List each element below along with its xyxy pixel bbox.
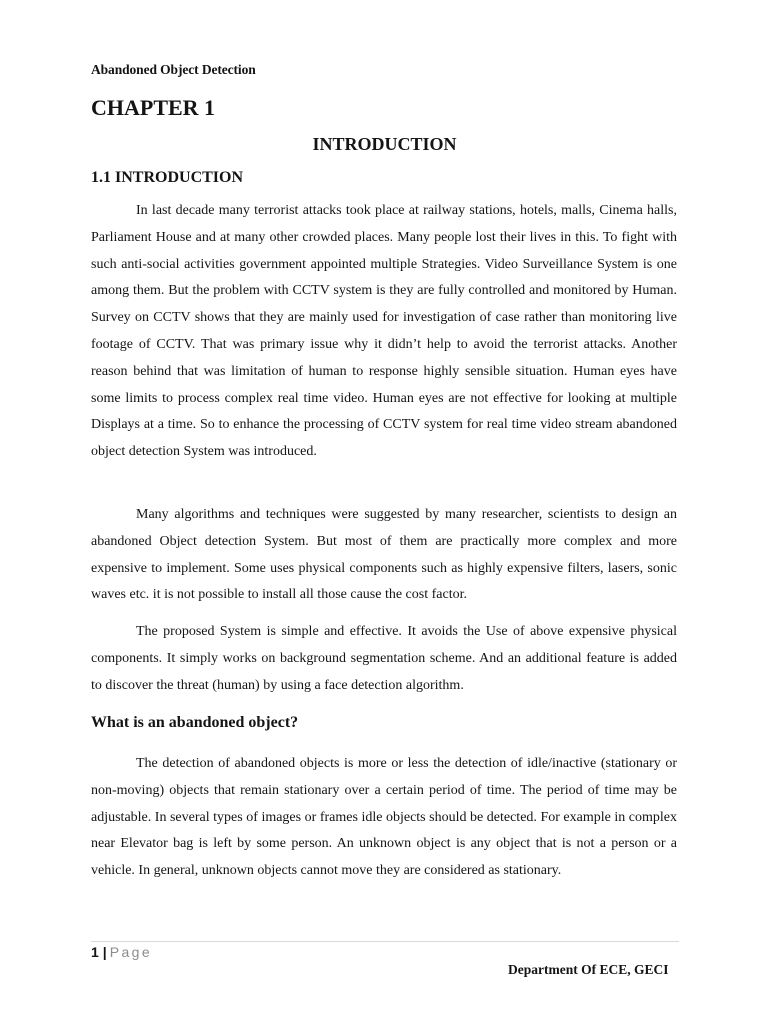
body-paragraph: Many algorithms and techniques were suggested by many researcher, scientists to design an abandoned Object detection System. But most of them are practically more complex and more expensive to implement. Some uses physical components such as highly expensive filters, lasers, sonic waves etc. it is not possible to install all those cause the cost factor. [91,507,677,603]
chapter-title [0,134,768,155]
page-word: Page [109,944,153,960]
footer-divider [91,941,679,942]
section-heading: 1.1 INTRODUCTION [91,169,244,186]
body-paragraph: In last decade many terrorist attacks took place at railway stations, hotels, malls, Cinema halls, Parliament House and at many other crowded places. Many people lost their lives in this. To fight with such anti-social activities government appointed multiple Strategies. Video Surveillance System is one among them. But the problem with CCTV system is they are fully controlled and monitored by Human. Survey on CCTV shows that they are mainly used for investigation of case rather than monitoring live footage of CCTV. That was primary issue why it didn’t help to avoid the terrorist attacks. Another reason behind that was limitation of human to response highly sensible situation. Human eyes have some limits to process complex real time video. Human eyes are not effective for looking at multiple Displays at a time. So to enhance the processing of CCTV system for real time video stream abandoned object detection System was introduced. [91,203,677,460]
page-number [91,944,152,960]
body-paragraph: The proposed System is simple and effective. It avoids the Use of above expensive physical components. It simply works on background segmentation scheme. And an additional feature is added to discover the threat (human) by using a face detection algorithm. [91,624,677,693]
subsection-heading: What is an abandoned object? [91,714,299,731]
chapter-label: CHAPTER 1 [91,95,216,120]
department-footer: Department Of ECE, GECI [508,962,669,977]
body-paragraph: The detection of abandoned objects is more or less the detection of idle/inactive (stationary or non-moving) objects that remain stationary over a certain period of time. The period of time may be adjustable. In several types of images or frames idle objects should be detected. For example in complex near Elevator bag is left by some person. An unknown object is any object that is not a person or a vehicle. In general, unknown objects cannot move they are considered as stationary. [91,756,677,879]
chapter-title-text: INTRODUCTION [312,134,457,154]
page-number-value: 1 [91,944,99,960]
page-number-separator: | [102,944,107,960]
running-header: Abandoned Object Detection [91,62,256,77]
